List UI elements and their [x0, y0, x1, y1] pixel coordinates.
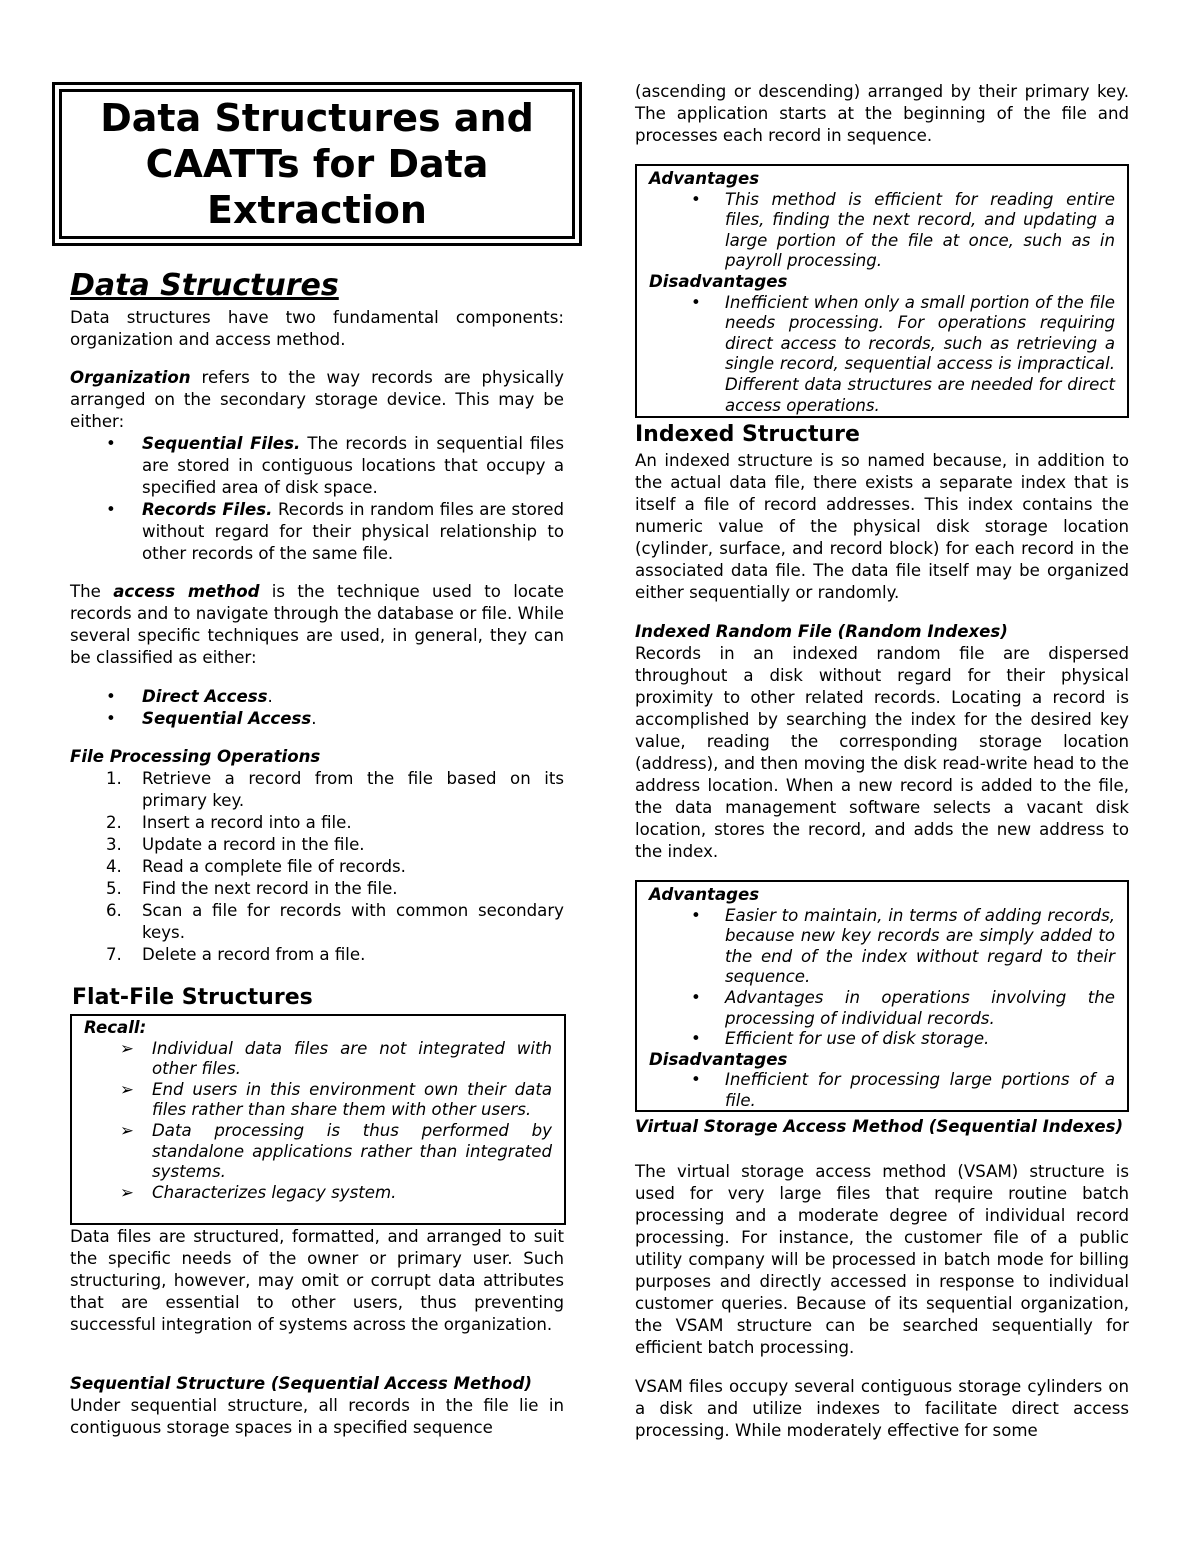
- recall-label: Recall:: [84, 1018, 147, 1037]
- sequential-structure-heading: Sequential Structure (Sequential Access Method): [70, 1374, 532, 1393]
- access-pre: The: [70, 582, 114, 601]
- list-item: ➢ End users in this environment own their data files rather than share them with other users.: [120, 1079, 552, 1120]
- disadvantages-label: Disadvantages: [649, 1049, 788, 1069]
- indexed-structure-heading: Indexed Structure: [635, 422, 860, 447]
- access-method-term: access method: [113, 582, 260, 601]
- file-processing-list: [70, 768, 564, 966]
- bullet-icon: •: [691, 905, 701, 925]
- indexed-random-heading: Indexed Random File (Random Indexes): [635, 622, 1008, 641]
- sequential-advantages-box: [635, 164, 1129, 418]
- list-item: ➢ Characterizes legacy system.: [120, 1182, 397, 1202]
- arrow-bullet-icon: ➢: [120, 1038, 134, 1058]
- advantages-label: Advantages: [649, 885, 760, 904]
- organization-text: refers to the way records are physically arranged on the secondary storage device. This may be either:: [70, 368, 564, 431]
- indexed-random-paragraph: Records in an indexed random file are dispersed throughout a disk without regard for their physical proximity to other related records. Locating a record is accomplished by searching the index for the desired key value, reading the corresponding storage location (address), and then moving the disk read-write head to the address location. When a new record is added to the file, the data management software selects a vacant disk location, stores the record, and adds the new address to the index.: [635, 644, 1129, 861]
- organization-term: Organization: [70, 368, 191, 387]
- list-item: 2. Insert a record into a file.: [106, 813, 352, 832]
- disadvantages-label: Disadvantages: [649, 271, 788, 291]
- list-item: ➢ Individual data files are not integrated with other files.: [120, 1038, 552, 1079]
- list-item: • Efficient for use of disk storage.: [691, 1029, 990, 1049]
- vsam-heading: Virtual Storage Access Method (Sequential Indexes): [635, 1117, 1124, 1136]
- bullet-icon: •: [691, 1070, 701, 1090]
- bullet-icon: •: [691, 1029, 701, 1049]
- disadvantages-list: [649, 293, 1115, 417]
- list-item: [70, 433, 564, 499]
- title-box: [52, 82, 582, 246]
- advantages-label: Advantages: [649, 169, 760, 188]
- list-item: • Advantages in operations involving the processing of individual records.: [691, 987, 1115, 1028]
- sequential-paragraph-start: Under sequential structure, all records in the file lie in contiguous storage spaces in a specified sequence: [70, 1396, 564, 1437]
- list-item: ➢ Data processing is thus performed by standalone applications rather than integrated systems.: [120, 1120, 552, 1182]
- indexed-advantages-box: [635, 880, 1129, 1112]
- access-method-text: is the technique used to locate records and to navigate through the database or file. While several specific techniques are used, in general, they can be classified as either:: [70, 582, 564, 667]
- bullet-icon: •: [106, 687, 116, 706]
- arrow-bullet-icon: ➢: [120, 1079, 134, 1099]
- list-item: • Inefficient for processing large portions of a file.: [691, 1070, 1115, 1110]
- title-line-2: CAATTs for Data: [145, 142, 489, 186]
- recall-list: [84, 1039, 552, 1204]
- list-item: 6. Scan a file for records with common secondary keys.: [106, 901, 564, 942]
- vsam-paragraph-2: VSAM files occupy several contiguous storage cylinders on a disk and utilize indexes to facilitate direct access processing. While moderately effective for some: [635, 1377, 1129, 1440]
- document-title: [59, 89, 575, 239]
- list-item-term: Sequential Files.: [142, 434, 301, 453]
- organization-paragraph: [70, 367, 564, 433]
- data-structures-intro: Data structures have two fundamental components: organization and access method.: [70, 308, 564, 349]
- arrow-bullet-icon: ➢: [120, 1120, 134, 1140]
- list-item: 3. Update a record in the file.: [106, 835, 365, 854]
- bullet-icon: •: [106, 709, 116, 728]
- file-processing-heading: File Processing Operations: [70, 747, 321, 766]
- list-item: 5. Find the next record in the file.: [106, 879, 398, 898]
- list-item: • Inefficient when only a small portion of the file needs processing. For operations requiring direct access to records, such as retrieving a single record, sequential access is impractical. Different data structures are needed for direct access operations.: [691, 292, 1115, 415]
- indexed-paragraph: An indexed structure is so named because, in addition to the actual data file, there exists a separate index that is itself a file of record addresses. This index contains the numeric value of the physical disk storage location (cylinder, surface, and record block) for each record in the associated data file. The data file itself may be organized either sequentially or randomly.: [635, 451, 1129, 602]
- flat-file-paragraph: Data files are structured, formatted, and arranged to suit the specific needs of the owner or primary user. Such structuring, however, may omit or corrupt data attributes that are essential to other users, thus preventing successful integration of systems across the organization.: [70, 1227, 564, 1334]
- advantages-list: [649, 190, 1115, 272]
- bullet-icon: •: [106, 434, 116, 453]
- list-item: 7. Delete a record from a file.: [106, 945, 366, 964]
- list-item: 4. Read a complete file of records.: [106, 857, 406, 876]
- list-item: • Direct Access.: [106, 687, 273, 706]
- organization-list: [70, 433, 564, 565]
- list-item: 1. Retrieve a record from the file based on its primary key.: [106, 769, 564, 810]
- list-item: • Easier to maintain, in terms of adding records, because new key records are simply added to the end of the index without regard to their sequence.: [691, 905, 1115, 987]
- list-item: [70, 499, 564, 565]
- disadvantages-list: [649, 1070, 1115, 1111]
- list-item-term: Sequential Access: [142, 709, 312, 728]
- bullet-icon: •: [691, 189, 701, 209]
- list-item-term: Direct Access: [142, 687, 268, 706]
- advantages-list: [649, 906, 1115, 1050]
- bullet-icon: •: [106, 500, 116, 519]
- arrow-bullet-icon: ➢: [120, 1182, 134, 1202]
- access-method-paragraph: [70, 581, 564, 669]
- data-structures-heading: Data Structures: [70, 268, 339, 303]
- sequential-paragraph-continued: (ascending or descending) arranged by their primary key. The application starts at the beginning of the file and processes each record in sequence.: [635, 82, 1129, 145]
- list-item-term: Records Files.: [142, 500, 273, 519]
- title-line-1: Data Structures and: [100, 96, 534, 140]
- title-line-3: Extraction: [207, 188, 427, 232]
- recall-box: [70, 1014, 566, 1225]
- list-item: • Sequential Access.: [106, 709, 317, 728]
- bullet-icon: •: [691, 292, 701, 312]
- list-item-text: Records in random files are stored without regard for their physical relationship to other records of the same file.: [142, 500, 564, 563]
- vsam-paragraph-1: The virtual storage access method (VSAM) structure is used for very large files that require routine batch processing and a moderate degree of individual record processing. For instance, the customer file of a public utility company will be processed in batch mode for billing purposes and directly accessed in response to individual customer queries. Because of its sequential organization, the VSAM structure can be searched sequentially for efficient batch processing.: [635, 1162, 1129, 1357]
- list-item: • This method is efficient for reading entire files, finding the next record, and updating a large portion of the file at once, such as in payroll processing.: [691, 189, 1115, 271]
- list-item-text: The records in sequential files are stored in contiguous locations that occupy a specified area of disk space.: [142, 434, 564, 497]
- flat-file-heading: Flat-File Structures: [72, 985, 313, 1010]
- access-method-list: [70, 686, 564, 730]
- bullet-icon: •: [691, 987, 701, 1007]
